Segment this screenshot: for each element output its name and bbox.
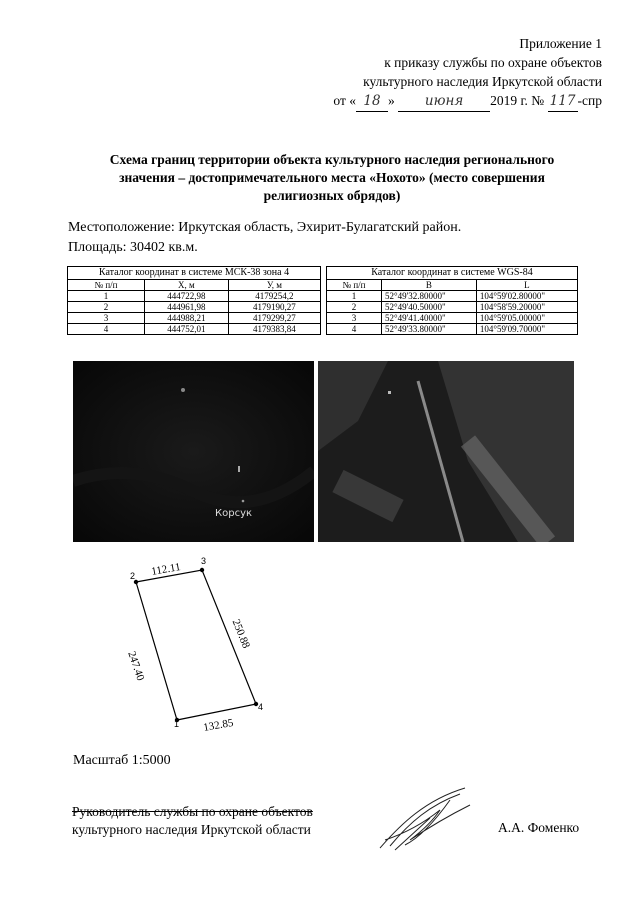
table-cell: 52°49'40.50000": [382, 302, 477, 313]
table-cell: 104°59'09.70000": [476, 324, 577, 335]
map-scale: Масштаб 1:5000: [73, 753, 171, 768]
satellite-overview-image: [73, 361, 314, 542]
map-place-label: Корсук: [215, 508, 253, 519]
order-year: 2019 г. №: [490, 93, 545, 108]
handwritten-signature: [370, 780, 480, 855]
column-header: У, м: [228, 280, 320, 291]
column-header: № п/п: [68, 280, 145, 291]
order-prefix: от «: [333, 93, 356, 108]
point-label-2: 2: [130, 571, 136, 581]
table-cell: 2: [68, 302, 145, 313]
table-cell: 1: [68, 291, 145, 302]
column-header: № п/п: [327, 280, 382, 291]
order-month: июня: [398, 92, 490, 112]
point-label-3: 3: [201, 556, 207, 566]
table-row: [68, 324, 321, 335]
order-mid: »: [388, 93, 395, 108]
appendix-line-1: Приложение 1: [519, 36, 602, 51]
boundary-scheme: [120, 555, 280, 735]
side-length-right: 250.88: [229, 617, 253, 651]
table-cell: 444988,21: [145, 313, 229, 324]
side-length-bottom: 132.85: [202, 716, 235, 734]
coordinates-table-wgs84: [326, 266, 578, 335]
table-cell: 4179190,27: [228, 302, 320, 313]
table-cell: 4179254,2: [228, 291, 320, 302]
coordinates-table-msk38: [67, 266, 321, 335]
signatory-name: А.А. Фоменко: [498, 820, 580, 835]
order-number: 117: [548, 92, 578, 112]
side-length-top: 112.11: [150, 561, 182, 578]
table-cell: 4: [327, 324, 382, 335]
boundary-polygon: [136, 570, 256, 720]
column-header: B: [382, 280, 477, 291]
table-cell: 1: [327, 291, 382, 302]
title-line-2: значения – достопримечательного места «Нохото» (место совершения: [119, 170, 545, 185]
order-suffix: -спр: [577, 93, 602, 108]
boundary-point-3: [200, 568, 204, 572]
location-text: Местоположение: Иркутская область, Эхирит-Булагатский район.: [68, 220, 462, 235]
table-cell: 444722,98: [145, 291, 229, 302]
appendix-order-line: [333, 91, 602, 112]
point-label-1: 1: [174, 719, 180, 729]
table-cell: 52°49'41.40000": [382, 313, 477, 324]
appendix-header: [333, 34, 602, 112]
table-caption: Каталог координат в системе WGS-84: [327, 267, 578, 280]
table-cell: 104°59'02.80000": [476, 291, 577, 302]
satellite-map-detail: [318, 361, 574, 542]
table-row: [68, 302, 321, 313]
side-length-left: 247.40: [125, 649, 147, 683]
column-header: X, м: [145, 280, 229, 291]
signatory-position: [72, 803, 313, 839]
document-title: [72, 151, 592, 205]
satellite-map-overview: [73, 361, 314, 542]
title-line-1: Схема границ территории объекта культурного наследия регионального: [109, 152, 555, 167]
signatory-position-line-2: культурного наследия Иркутской области: [72, 822, 311, 837]
table-cell: 4179299,27: [228, 313, 320, 324]
table-cell: 4179383,84: [228, 324, 320, 335]
table-row: [327, 313, 578, 324]
title-line-3: религиозных обрядов): [263, 188, 401, 203]
table-row: [68, 313, 321, 324]
table-cell: 444961,98: [145, 302, 229, 313]
table-cell: 444752,01: [145, 324, 229, 335]
order-day: 18: [356, 92, 388, 112]
area-text: Площадь: 30402 кв.м.: [68, 240, 198, 255]
table-row: [68, 291, 321, 302]
table-cell: 3: [68, 313, 145, 324]
table-cell: 52°49'32.80000": [382, 291, 477, 302]
appendix-line-3: культурного наследия Иркутской области: [363, 74, 602, 89]
signatory-position-line-1: Руководитель службы по охране объектов: [72, 804, 313, 819]
table-cell: 2: [327, 302, 382, 313]
table-cell: 52°49'33.80000": [382, 324, 477, 335]
appendix-line-2: к приказу службы по охране объектов: [384, 55, 602, 70]
satellite-detail-image: [318, 361, 574, 542]
table-cell: 104°59'05.00000": [476, 313, 577, 324]
column-header: L: [476, 280, 577, 291]
table-cell: 104°58'59.20000": [476, 302, 577, 313]
table-caption: Каталог координат в системе МСК-38 зона 4: [68, 267, 321, 280]
table-cell: 3: [327, 313, 382, 324]
table-row: [327, 324, 578, 335]
table-row: [327, 302, 578, 313]
table-row: [327, 291, 578, 302]
table-cell: 4: [68, 324, 145, 335]
point-label-4: 4: [258, 702, 264, 712]
